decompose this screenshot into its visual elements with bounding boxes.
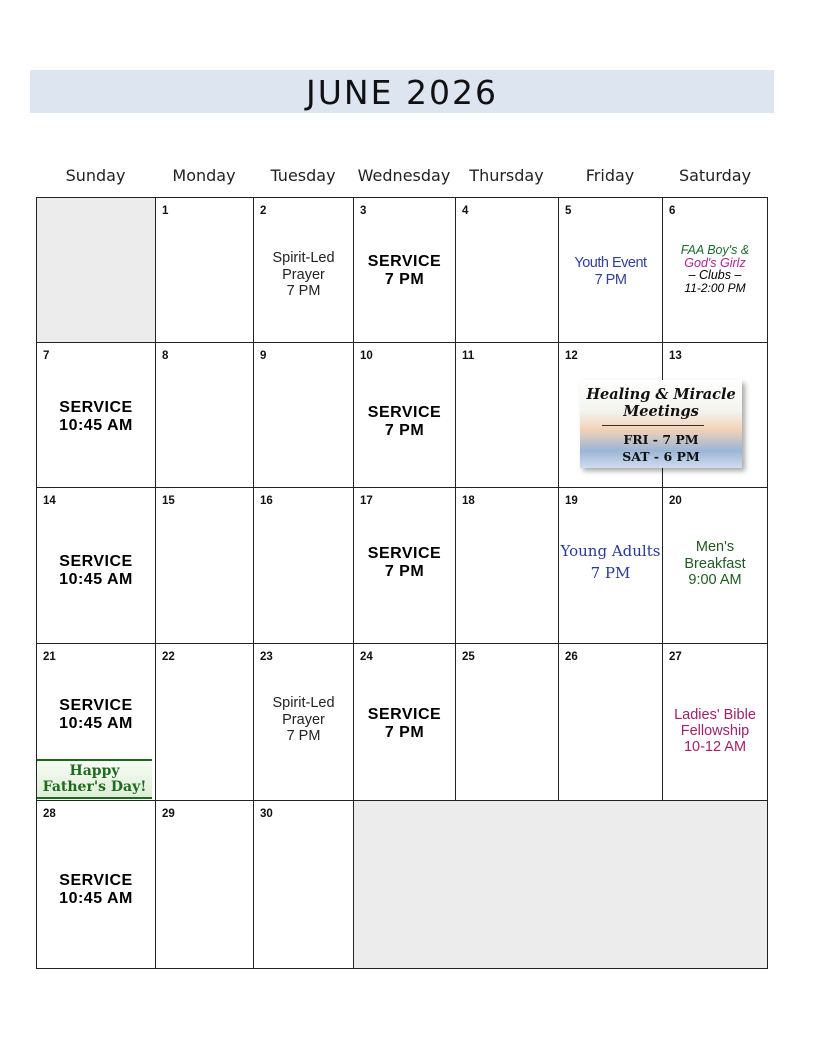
weekday-monday: Monday [172, 166, 236, 185]
day-number: 22 [162, 651, 175, 663]
event-service[interactable] [37, 872, 155, 908]
day-number: 1 [162, 205, 169, 217]
day-cell[interactable] [36, 800, 156, 969]
event-text: SERVICE [59, 553, 133, 570]
event-text: SERVICE [367, 706, 442, 723]
event-text: Men's [695, 539, 735, 555]
event-text: – Clubs – [688, 268, 742, 282]
day-cell[interactable] [353, 487, 456, 644]
day-number: 16 [260, 495, 273, 507]
event-text: SERVICE [367, 253, 442, 270]
event-text: FAA Boy's & [680, 243, 750, 257]
event-service[interactable] [354, 253, 455, 289]
day-number: 25 [462, 651, 475, 663]
day-number: 28 [43, 808, 56, 820]
day-cell[interactable] [353, 643, 456, 801]
day-cell[interactable] [253, 342, 354, 488]
event-text: Fellowship [680, 723, 750, 739]
day-cell[interactable] [36, 487, 156, 644]
day-number: 11 [462, 350, 475, 362]
day-number: 9 [260, 350, 267, 362]
event-text: 10-12 AM [683, 739, 747, 755]
event-service[interactable] [37, 399, 155, 435]
day-number: 21 [43, 651, 56, 663]
day-number: 8 [162, 350, 169, 362]
event-clubs[interactable] [663, 244, 767, 294]
day-number: 20 [669, 495, 682, 507]
day-number: 13 [669, 350, 682, 362]
event-text: Prayer [282, 266, 325, 283]
event-youth[interactable] [559, 255, 662, 289]
event-text: Youth Event [574, 255, 647, 271]
banner-text: Healing & Miracle [586, 386, 736, 403]
day-number: 29 [162, 808, 175, 820]
banner-times [580, 431, 742, 465]
event-text: 10:45 AM [59, 890, 133, 907]
banner-text: Father's Day! [42, 779, 147, 795]
event-text: Ladies' Bible [674, 707, 756, 723]
weekday-tuesday: Tuesday [270, 166, 336, 185]
event-text: Prayer [282, 711, 325, 728]
event-text: 10:45 AM [59, 715, 133, 732]
day-number: 6 [669, 205, 676, 217]
event-prayer[interactable] [254, 695, 353, 745]
event-service[interactable] [354, 404, 455, 440]
day-number: 19 [565, 495, 578, 507]
day-cell[interactable] [353, 342, 456, 488]
event-text: 7 PM [286, 728, 321, 744]
fathers-day-banner [37, 759, 152, 799]
month-title: JUNE 2026 [306, 73, 498, 112]
event-text: 7 PM [594, 272, 627, 288]
day-cell[interactable] [455, 342, 559, 488]
weekday-sunday: Sunday [65, 166, 126, 185]
event-text: SERVICE [367, 404, 442, 421]
event-text: Spirit-Led [272, 250, 335, 266]
day-number: 14 [43, 495, 56, 507]
day-cell[interactable] [455, 197, 559, 343]
event-text: 10:45 AM [59, 571, 133, 588]
day-cell[interactable] [155, 800, 254, 969]
event-text: 7 PM [286, 283, 321, 299]
event-text: SERVICE [367, 545, 442, 562]
day-cell[interactable] [155, 197, 254, 343]
banner-title [580, 386, 742, 420]
day-cell[interactable] [353, 197, 456, 343]
day-number: 17 [360, 495, 373, 507]
day-number: 27 [669, 651, 682, 663]
event-text: 11-2:00 PM [684, 280, 746, 295]
event-service[interactable] [354, 706, 455, 742]
day-cell[interactable] [36, 342, 156, 488]
day-number: 18 [462, 495, 475, 507]
banner-text: FRI - 7 PM [623, 432, 699, 447]
event-text: 7 PM [590, 564, 631, 582]
healing-meetings-banner[interactable] [580, 380, 742, 468]
event-text: 7 PM [384, 563, 425, 580]
event-mens-breakfast[interactable] [663, 539, 767, 589]
event-text: SERVICE [59, 399, 133, 416]
event-service[interactable] [37, 697, 155, 733]
event-text: Spirit-Led [272, 695, 335, 711]
banner-text: SAT - 6 PM [622, 449, 700, 464]
day-number: 30 [260, 808, 273, 820]
day-cell[interactable] [253, 487, 354, 644]
event-text: 9:00 AM [688, 572, 742, 588]
day-number: 10 [360, 350, 373, 362]
banner-text: Meetings [623, 403, 699, 420]
day-number: 5 [565, 205, 572, 217]
day-number: 7 [43, 350, 50, 362]
weekday-thursday: Thursday [469, 166, 544, 185]
event-text: SERVICE [59, 697, 133, 714]
event-service[interactable] [37, 553, 155, 589]
day-cell[interactable] [662, 487, 768, 644]
day-cell[interactable] [662, 197, 768, 343]
weekday-friday: Friday [585, 166, 635, 185]
event-text: 7 PM [384, 724, 425, 741]
day-number: 26 [565, 651, 578, 663]
banner-text: Happy [69, 763, 120, 779]
day-number: 23 [260, 651, 273, 663]
event-text: SERVICE [59, 872, 133, 889]
day-cell[interactable] [253, 800, 354, 969]
day-cell[interactable] [558, 643, 663, 801]
event-service[interactable] [354, 545, 455, 581]
event-text: God's Girlz [684, 255, 746, 270]
day-cell[interactable] [662, 643, 768, 801]
day-cell[interactable] [155, 487, 254, 644]
day-cell[interactable] [155, 342, 254, 488]
event-text: 10:45 AM [59, 417, 133, 434]
weekday-wednesday: Wednesday [357, 166, 451, 185]
divider [602, 425, 704, 426]
event-text: 7 PM [384, 422, 425, 439]
event-text: Breakfast [684, 555, 746, 572]
day-cell[interactable] [558, 197, 663, 343]
month-title-bar [30, 70, 774, 113]
day-number: 3 [360, 205, 367, 217]
day-number: 12 [565, 350, 578, 362]
day-cell-empty [36, 197, 156, 343]
event-text: 7 PM [384, 271, 425, 288]
event-ladies-fellowship[interactable] [663, 707, 767, 755]
day-cell[interactable] [455, 487, 559, 644]
day-number: 2 [260, 205, 267, 217]
day-cell[interactable] [253, 197, 354, 343]
day-cell[interactable] [155, 643, 254, 801]
day-cell-empty [353, 800, 768, 969]
weekday-saturday: Saturday [678, 166, 752, 185]
day-number: 15 [162, 495, 175, 507]
day-number: 24 [360, 651, 373, 663]
day-cell[interactable] [558, 487, 663, 644]
event-text: Young Adults [560, 542, 661, 560]
day-number: 4 [462, 205, 469, 217]
event-young-adults[interactable] [559, 540, 662, 584]
day-cell[interactable] [253, 643, 354, 801]
day-cell[interactable] [455, 643, 559, 801]
event-prayer[interactable] [254, 250, 353, 300]
